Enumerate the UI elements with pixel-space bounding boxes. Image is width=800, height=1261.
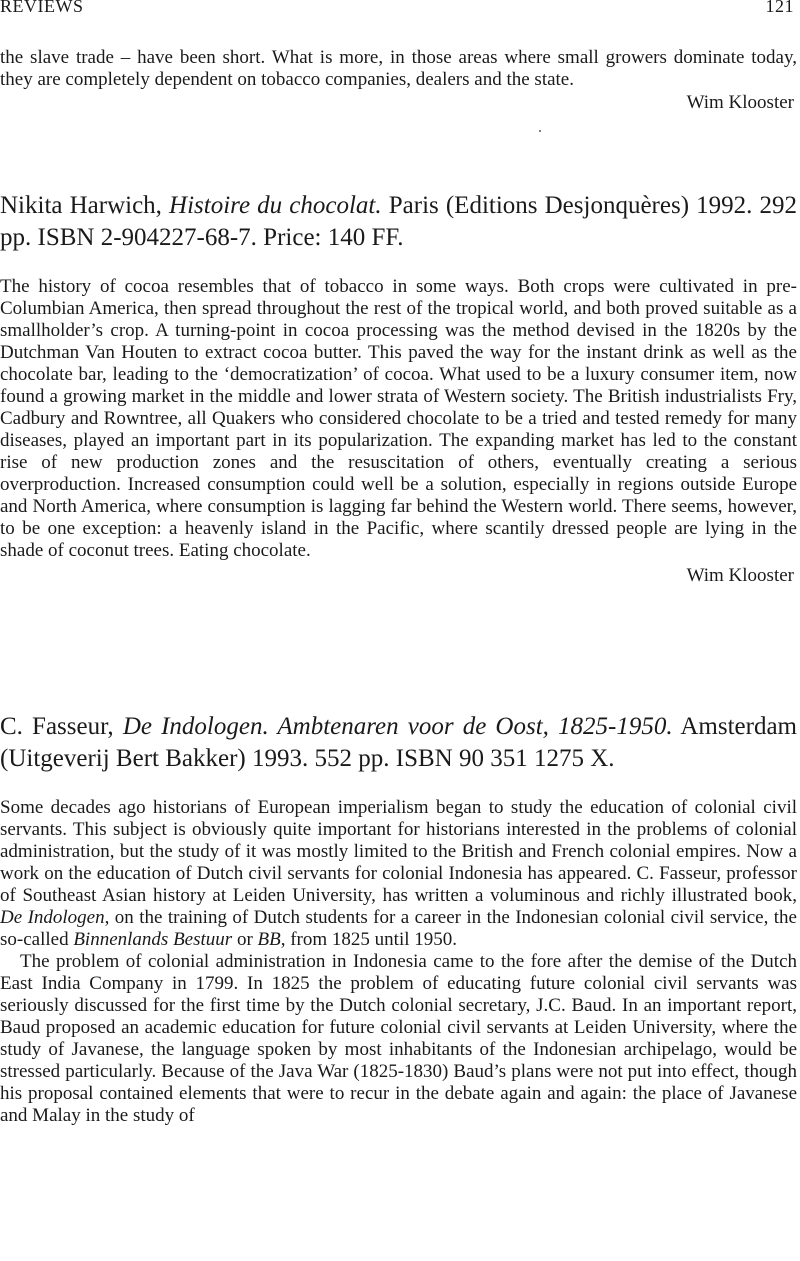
review-heading	[0, 190, 797, 254]
print-speck	[539, 130, 541, 132]
review-signature: Wim Klooster	[686, 565, 794, 586]
review-publication-details: Amsterdam (Uitgeverij Bert Bakker) 1993. 552 pp. ISBN 90 351 1275 X.	[0, 713, 797, 772]
paragraph-text: , on the training of Dutch students for a career in the Indonesian colonial civil service, the so-called	[0, 907, 797, 950]
review-book-title: Histoire du chocolat.	[169, 192, 382, 219]
review-book-title: De Indologen. Ambtenaren voor de Oost, 1825-1950.	[122, 713, 673, 740]
running-head	[0, 0, 800, 18]
paragraph-text: or	[232, 929, 258, 950]
review-heading	[0, 711, 797, 775]
review-publication-details: Paris (Editions Desjonquères) 1992. 292 pp. ISBN 2-904227-68-7. Price: 140 FF.	[0, 192, 797, 251]
review-body: The history of cocoa resembles that of tobacco in some ways. Both crops were cultivated in pre-Columbian America, then spread throughout the rest of the tropical world, and both proved suitable as a smallholder’s crop. A turning-point in cocoa processing was the method devised in the 1820s by the Dutchman Van Houten to extract cocoa butter. This paved the way for the instant drink as well as the chocolate bar, leading to the ‘democratization’ of cocoa. What used to be a luxury consumer item, now found a growing market in the middle and lower strata of Western society. The British industrialists Fry, Cadbury and Rowntree, all Quakers who considered chocolate to be a tried and tested remedy for many diseases, played an important part in its popularization. The expanding market has led to the constant rise of new production zones and the resuscitation of others, eventually creating a serious overproduction. Increased consumption could well be a solution, especially in regions outside Europe and North America, where consumption is lagging far behind the Western world. There seems, however, to be one exception: a heavenly island in the Pacific, where scantily dressed people are lying in the shade of coconut trees. Eating chocolate.	[0, 276, 797, 561]
book-title-inline: De Indologen	[0, 907, 105, 928]
review-author: Nikita Harwich,	[0, 192, 170, 219]
section-title: REVIEWS	[0, 0, 84, 16]
review-paragraph: The problem of colonial administration in Indonesia came to the fore after the demise of the Dutch East India Company in 1799. In 1825 the problem of educating future colonial civil servants was seriously discussed for the first time by the Dutch colonial secretary, J.C. Baud. In an important report, Baud proposed an academic education for future colonial civil servants at Leiden University, where the study of Javanese, the language spoken by most inhabitants of the Indonesian archipelago, would be stressed particularly. Because of the Java War (1825-1830) Baud’s plans were not put into effect, though his proposal contained elements that were to recur in the debate again and again: the place of Javanese and Malay in the study of	[0, 951, 797, 1126]
paragraph-text: , from 1825 until 1950.	[280, 929, 458, 950]
review-paragraph	[0, 797, 797, 951]
previous-review-tail	[0, 47, 797, 114]
italic-abbreviation: BB	[257, 929, 281, 950]
review-author: C. Fasseur,	[0, 713, 123, 740]
previous-review-signature: Wim Klooster	[686, 92, 794, 113]
review-chocolate	[0, 190, 797, 587]
previous-review-text: the slave trade – have been short. What is more, in those areas where small growers dominate today, they are completely dependent on tobacco companies, dealers and the state.	[0, 47, 797, 90]
paragraph-text: Some decades ago historians of European imperialism began to study the education of colonial civil servants. This subject is obviously quite important for historians interested in the problems of colonial administration, but the study of it was mostly limited to the British and French colonial empires. Now a work on the education of Dutch civil servants for colonial Indonesia has appeared. C. Fasseur, professor of Southeast Asian history at Leiden University, has written a voluminous and richly illustrated book,	[0, 797, 797, 906]
italic-term: Binnenlands Bestuur	[73, 929, 233, 950]
review-indologen	[0, 711, 797, 1127]
page-number: 121	[765, 0, 794, 16]
